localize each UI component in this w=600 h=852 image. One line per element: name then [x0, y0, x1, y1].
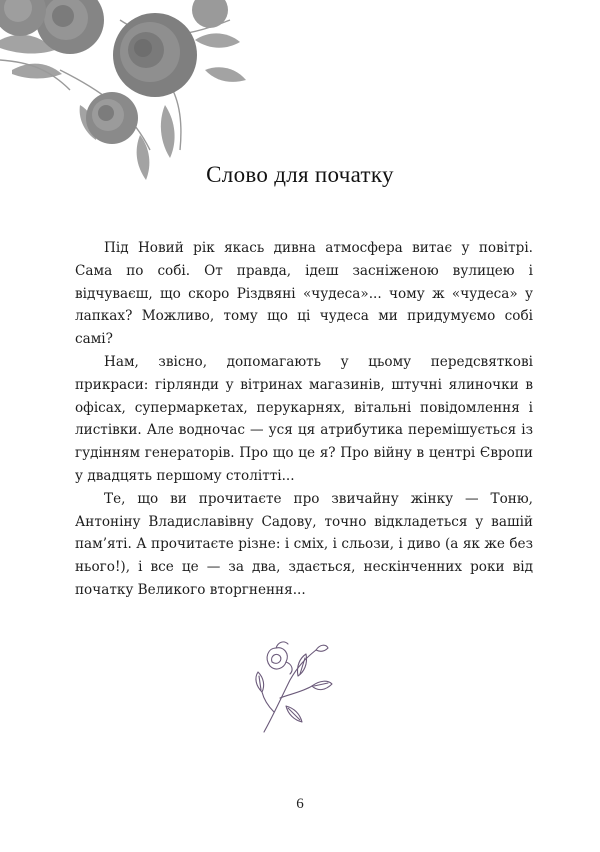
- body-text: [75, 237, 533, 602]
- page-number: 6: [296, 796, 304, 812]
- paragraph-1: Під Новий рік якась дивна атмосфера витає у повітрі. Сама по собі. От правда, ідеш засніженою вулицею і відчуваєш, що скоро Різдвяні «чудеса»... чому ж «чудеса» у лапках? Можливо, тому що ці чудеса ми придумуємо собі самі?: [75, 240, 533, 348]
- paragraph-3: Те, що ви прочитаєте про звичайну жінку — Тоню, Антоніну Владиславівну Садову, точно відкладеться у вашій пам’яті. А прочитаєте різне: і сміх, і сльози, і диво (а як же без нього!), і все це — за два, здається, нескінченних роки від початку Великого вторгнення...: [75, 490, 533, 598]
- page-title: Слово для початку: [206, 162, 394, 187]
- flower-sprig-icon: [250, 636, 334, 736]
- paragraph-2: Нам, звісно, допомагають у цьому передсвяткові прикраси: гірлянди у вітринах магазинів, штучні ялиночки в офісах, супермаркетах, перукарнях, вітальні повідомлення і листівки. Але водночас — уся ця атрибутика перемішується із гудінням генераторів. Про що це я? Про війну в центрі Європи у двадцять першому столітті...: [75, 353, 533, 484]
